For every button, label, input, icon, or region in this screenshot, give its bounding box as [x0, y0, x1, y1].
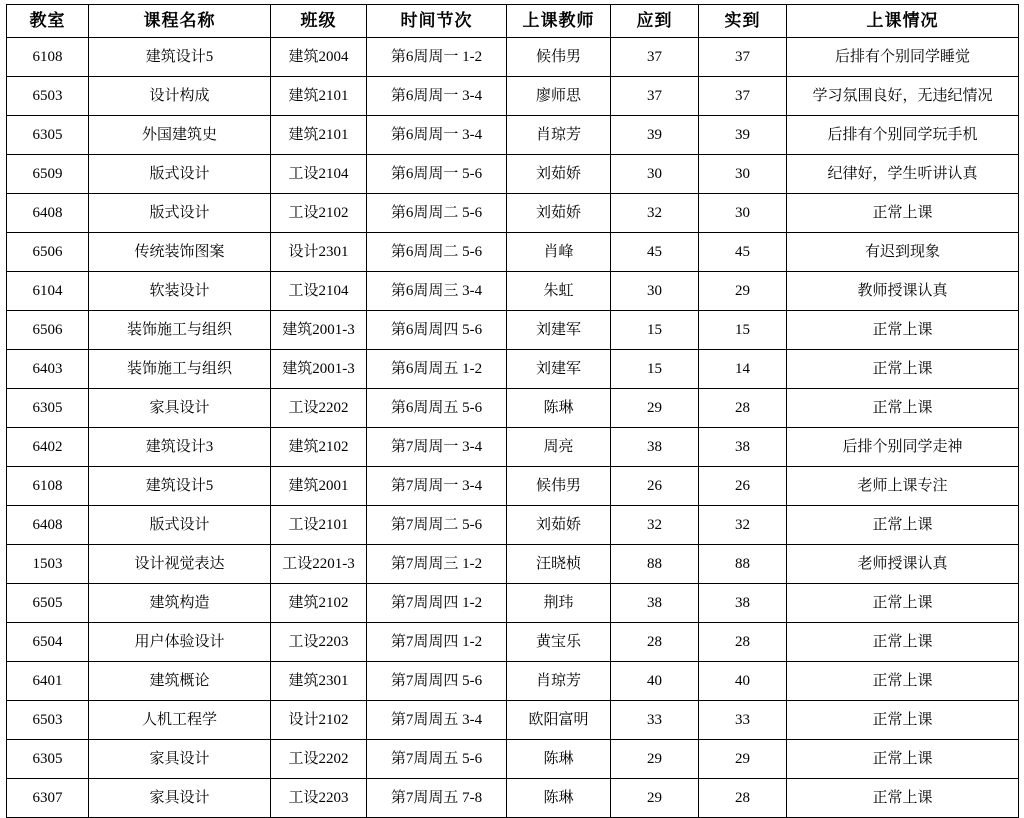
- cell-class: 建筑2004: [271, 38, 367, 77]
- cell-teacher: 肖峰: [507, 233, 611, 272]
- cell-course: 外国建筑史: [89, 116, 271, 155]
- cell-teacher: 候伟男: [507, 467, 611, 506]
- cell-expected: 15: [611, 350, 699, 389]
- cell-class: 工设2104: [271, 155, 367, 194]
- table-header: [7, 5, 1019, 38]
- cell-remarks: 正常上课: [787, 506, 1019, 545]
- cell-actual: 37: [699, 38, 787, 77]
- cell-teacher: 黄宝乐: [507, 623, 611, 662]
- cell-actual: 28: [699, 779, 787, 818]
- cell-teacher: 陈琳: [507, 740, 611, 779]
- table-row: [7, 428, 1019, 467]
- cell-class: 建筑2301: [271, 662, 367, 701]
- cell-room: 6401: [7, 662, 89, 701]
- cell-class: 工设2202: [271, 740, 367, 779]
- cell-expected: 26: [611, 467, 699, 506]
- cell-remarks: 正常上课: [787, 584, 1019, 623]
- column-header-time: 时间节次: [367, 5, 507, 38]
- cell-room: 6506: [7, 233, 89, 272]
- attendance-table: [6, 4, 1019, 818]
- cell-expected: 28: [611, 623, 699, 662]
- cell-time: 第7周周一 3-4: [367, 467, 507, 506]
- cell-expected: 30: [611, 272, 699, 311]
- cell-room: 6408: [7, 506, 89, 545]
- cell-class: 工设2202: [271, 389, 367, 428]
- cell-course: 版式设计: [89, 194, 271, 233]
- column-header-room: 教室: [7, 5, 89, 38]
- cell-time: 第6周周五 1-2: [367, 350, 507, 389]
- cell-actual: 88: [699, 545, 787, 584]
- cell-time: 第6周周一 3-4: [367, 116, 507, 155]
- cell-expected: 29: [611, 740, 699, 779]
- cell-remarks: 老师上课专注: [787, 467, 1019, 506]
- cell-course: 设计构成: [89, 77, 271, 116]
- cell-room: 6403: [7, 350, 89, 389]
- cell-expected: 32: [611, 194, 699, 233]
- table-row: [7, 623, 1019, 662]
- cell-teacher: 廖师思: [507, 77, 611, 116]
- table-row: [7, 389, 1019, 428]
- cell-actual: 38: [699, 428, 787, 467]
- table-row: [7, 662, 1019, 701]
- cell-teacher: 刘茹娇: [507, 155, 611, 194]
- cell-class: 设计2102: [271, 701, 367, 740]
- cell-course: 版式设计: [89, 506, 271, 545]
- cell-teacher: 候伟男: [507, 38, 611, 77]
- cell-course: 建筑概论: [89, 662, 271, 701]
- cell-class: 建筑2001-3: [271, 311, 367, 350]
- cell-actual: 40: [699, 662, 787, 701]
- cell-room: 6402: [7, 428, 89, 467]
- cell-remarks: 后排有个别同学玩手机: [787, 116, 1019, 155]
- cell-actual: 30: [699, 194, 787, 233]
- cell-course: 传统装饰图案: [89, 233, 271, 272]
- cell-course: 建筑设计5: [89, 38, 271, 77]
- cell-time: 第7周周五 3-4: [367, 701, 507, 740]
- cell-class: 建筑2102: [271, 584, 367, 623]
- cell-class: 建筑2101: [271, 116, 367, 155]
- cell-remarks: 正常上课: [787, 350, 1019, 389]
- cell-time: 第6周周四 5-6: [367, 311, 507, 350]
- table-row: [7, 506, 1019, 545]
- cell-expected: 37: [611, 38, 699, 77]
- table-row: [7, 155, 1019, 194]
- cell-class: 工设2203: [271, 779, 367, 818]
- cell-expected: 37: [611, 77, 699, 116]
- column-header-remarks: 上课情况: [787, 5, 1019, 38]
- cell-time: 第7周周五 5-6: [367, 740, 507, 779]
- cell-time: 第7周周四 5-6: [367, 662, 507, 701]
- table-row: [7, 701, 1019, 740]
- cell-course: 家具设计: [89, 740, 271, 779]
- table-row: [7, 194, 1019, 233]
- cell-time: 第6周周二 5-6: [367, 194, 507, 233]
- cell-teacher: 刘茹娇: [507, 506, 611, 545]
- cell-room: 6108: [7, 467, 89, 506]
- cell-remarks: 正常上课: [787, 701, 1019, 740]
- table-row: [7, 467, 1019, 506]
- cell-room: 6504: [7, 623, 89, 662]
- cell-remarks: 后排有个别同学睡觉: [787, 38, 1019, 77]
- table-row: [7, 545, 1019, 584]
- cell-remarks: 有迟到现象: [787, 233, 1019, 272]
- cell-class: 建筑2101: [271, 77, 367, 116]
- cell-expected: 29: [611, 389, 699, 428]
- cell-remarks: 后排个别同学走神: [787, 428, 1019, 467]
- cell-room: 6408: [7, 194, 89, 233]
- cell-room: 6305: [7, 389, 89, 428]
- document-sheet: [6, 4, 1018, 818]
- cell-time: 第7周周四 1-2: [367, 584, 507, 623]
- cell-room: 6104: [7, 272, 89, 311]
- cell-room: 6505: [7, 584, 89, 623]
- cell-time: 第6周周一 1-2: [367, 38, 507, 77]
- table-row: [7, 311, 1019, 350]
- cell-class: 工设2203: [271, 623, 367, 662]
- cell-room: 6506: [7, 311, 89, 350]
- cell-remarks: 正常上课: [787, 194, 1019, 233]
- cell-course: 建筑设计5: [89, 467, 271, 506]
- cell-teacher: 肖琼芳: [507, 662, 611, 701]
- cell-room: 6305: [7, 116, 89, 155]
- cell-teacher: 刘建军: [507, 311, 611, 350]
- cell-class: 工设2102: [271, 194, 367, 233]
- cell-class: 建筑2001-3: [271, 350, 367, 389]
- cell-expected: 38: [611, 428, 699, 467]
- cell-teacher: 荆玮: [507, 584, 611, 623]
- cell-room: 6503: [7, 701, 89, 740]
- cell-teacher: 刘茹娇: [507, 194, 611, 233]
- cell-expected: 29: [611, 779, 699, 818]
- cell-expected: 40: [611, 662, 699, 701]
- cell-remarks: 正常上课: [787, 623, 1019, 662]
- table-row: [7, 233, 1019, 272]
- cell-actual: 38: [699, 584, 787, 623]
- cell-course: 设计视觉表达: [89, 545, 271, 584]
- cell-room: 6503: [7, 77, 89, 116]
- cell-class: 设计2301: [271, 233, 367, 272]
- cell-teacher: 汪晓桢: [507, 545, 611, 584]
- table-row: [7, 116, 1019, 155]
- cell-expected: 45: [611, 233, 699, 272]
- cell-class: 建筑2102: [271, 428, 367, 467]
- cell-teacher: 周亮: [507, 428, 611, 467]
- column-header-class: 班级: [271, 5, 367, 38]
- cell-time: 第6周周三 3-4: [367, 272, 507, 311]
- cell-room: 6509: [7, 155, 89, 194]
- cell-actual: 29: [699, 272, 787, 311]
- cell-course: 家具设计: [89, 779, 271, 818]
- cell-teacher: 陈琳: [507, 779, 611, 818]
- column-header-actual: 实到: [699, 5, 787, 38]
- cell-remarks: 正常上课: [787, 311, 1019, 350]
- cell-actual: 32: [699, 506, 787, 545]
- cell-time: 第6周周一 3-4: [367, 77, 507, 116]
- cell-course: 装饰施工与组织: [89, 311, 271, 350]
- cell-teacher: 朱虹: [507, 272, 611, 311]
- cell-expected: 33: [611, 701, 699, 740]
- cell-class: 工设2201-3: [271, 545, 367, 584]
- cell-room: 6307: [7, 779, 89, 818]
- cell-class: 建筑2001: [271, 467, 367, 506]
- cell-class: 工设2101: [271, 506, 367, 545]
- cell-course: 用户体验设计: [89, 623, 271, 662]
- table-row: [7, 584, 1019, 623]
- cell-teacher: 刘建军: [507, 350, 611, 389]
- cell-time: 第7周周四 1-2: [367, 623, 507, 662]
- cell-time: 第7周周一 3-4: [367, 428, 507, 467]
- cell-remarks: 教师授课认真: [787, 272, 1019, 311]
- table-body: [7, 38, 1019, 818]
- cell-remarks: 老师授课认真: [787, 545, 1019, 584]
- cell-teacher: 欧阳富明: [507, 701, 611, 740]
- cell-expected: 39: [611, 116, 699, 155]
- cell-time: 第7周周五 7-8: [367, 779, 507, 818]
- cell-remarks: 学习氛围良好，无违纪情况: [787, 77, 1019, 116]
- cell-expected: 30: [611, 155, 699, 194]
- table-row: [7, 77, 1019, 116]
- table-row: [7, 38, 1019, 77]
- cell-actual: 28: [699, 389, 787, 428]
- cell-room: 6108: [7, 38, 89, 77]
- column-header-teacher: 上课教师: [507, 5, 611, 38]
- header-row: [7, 5, 1019, 38]
- cell-room: 6305: [7, 740, 89, 779]
- cell-course: 版式设计: [89, 155, 271, 194]
- cell-course: 建筑设计3: [89, 428, 271, 467]
- cell-actual: 28: [699, 623, 787, 662]
- table-row: [7, 350, 1019, 389]
- cell-remarks: 纪律好，学生听讲认真: [787, 155, 1019, 194]
- cell-time: 第6周周一 5-6: [367, 155, 507, 194]
- cell-course: 家具设计: [89, 389, 271, 428]
- cell-remarks: 正常上课: [787, 740, 1019, 779]
- cell-time: 第7周周二 5-6: [367, 506, 507, 545]
- cell-remarks: 正常上课: [787, 389, 1019, 428]
- cell-expected: 15: [611, 311, 699, 350]
- table-row: [7, 779, 1019, 818]
- cell-actual: 33: [699, 701, 787, 740]
- cell-time: 第7周周三 1-2: [367, 545, 507, 584]
- cell-actual: 45: [699, 233, 787, 272]
- cell-time: 第6周周五 5-6: [367, 389, 507, 428]
- cell-course: 装饰施工与组织: [89, 350, 271, 389]
- cell-course: 软装设计: [89, 272, 271, 311]
- cell-actual: 26: [699, 467, 787, 506]
- table-row: [7, 740, 1019, 779]
- table-row: [7, 272, 1019, 311]
- cell-expected: 32: [611, 506, 699, 545]
- column-header-course: 课程名称: [89, 5, 271, 38]
- cell-actual: 30: [699, 155, 787, 194]
- cell-actual: 39: [699, 116, 787, 155]
- cell-expected: 88: [611, 545, 699, 584]
- cell-course: 人机工程学: [89, 701, 271, 740]
- cell-actual: 15: [699, 311, 787, 350]
- cell-time: 第6周周二 5-6: [367, 233, 507, 272]
- cell-class: 工设2104: [271, 272, 367, 311]
- cell-remarks: 正常上课: [787, 779, 1019, 818]
- column-header-expected: 应到: [611, 5, 699, 38]
- cell-course: 建筑构造: [89, 584, 271, 623]
- cell-expected: 38: [611, 584, 699, 623]
- cell-teacher: 陈琳: [507, 389, 611, 428]
- cell-actual: 14: [699, 350, 787, 389]
- cell-remarks: 正常上课: [787, 662, 1019, 701]
- cell-actual: 37: [699, 77, 787, 116]
- cell-room: 1503: [7, 545, 89, 584]
- cell-actual: 29: [699, 740, 787, 779]
- cell-teacher: 肖琼芳: [507, 116, 611, 155]
